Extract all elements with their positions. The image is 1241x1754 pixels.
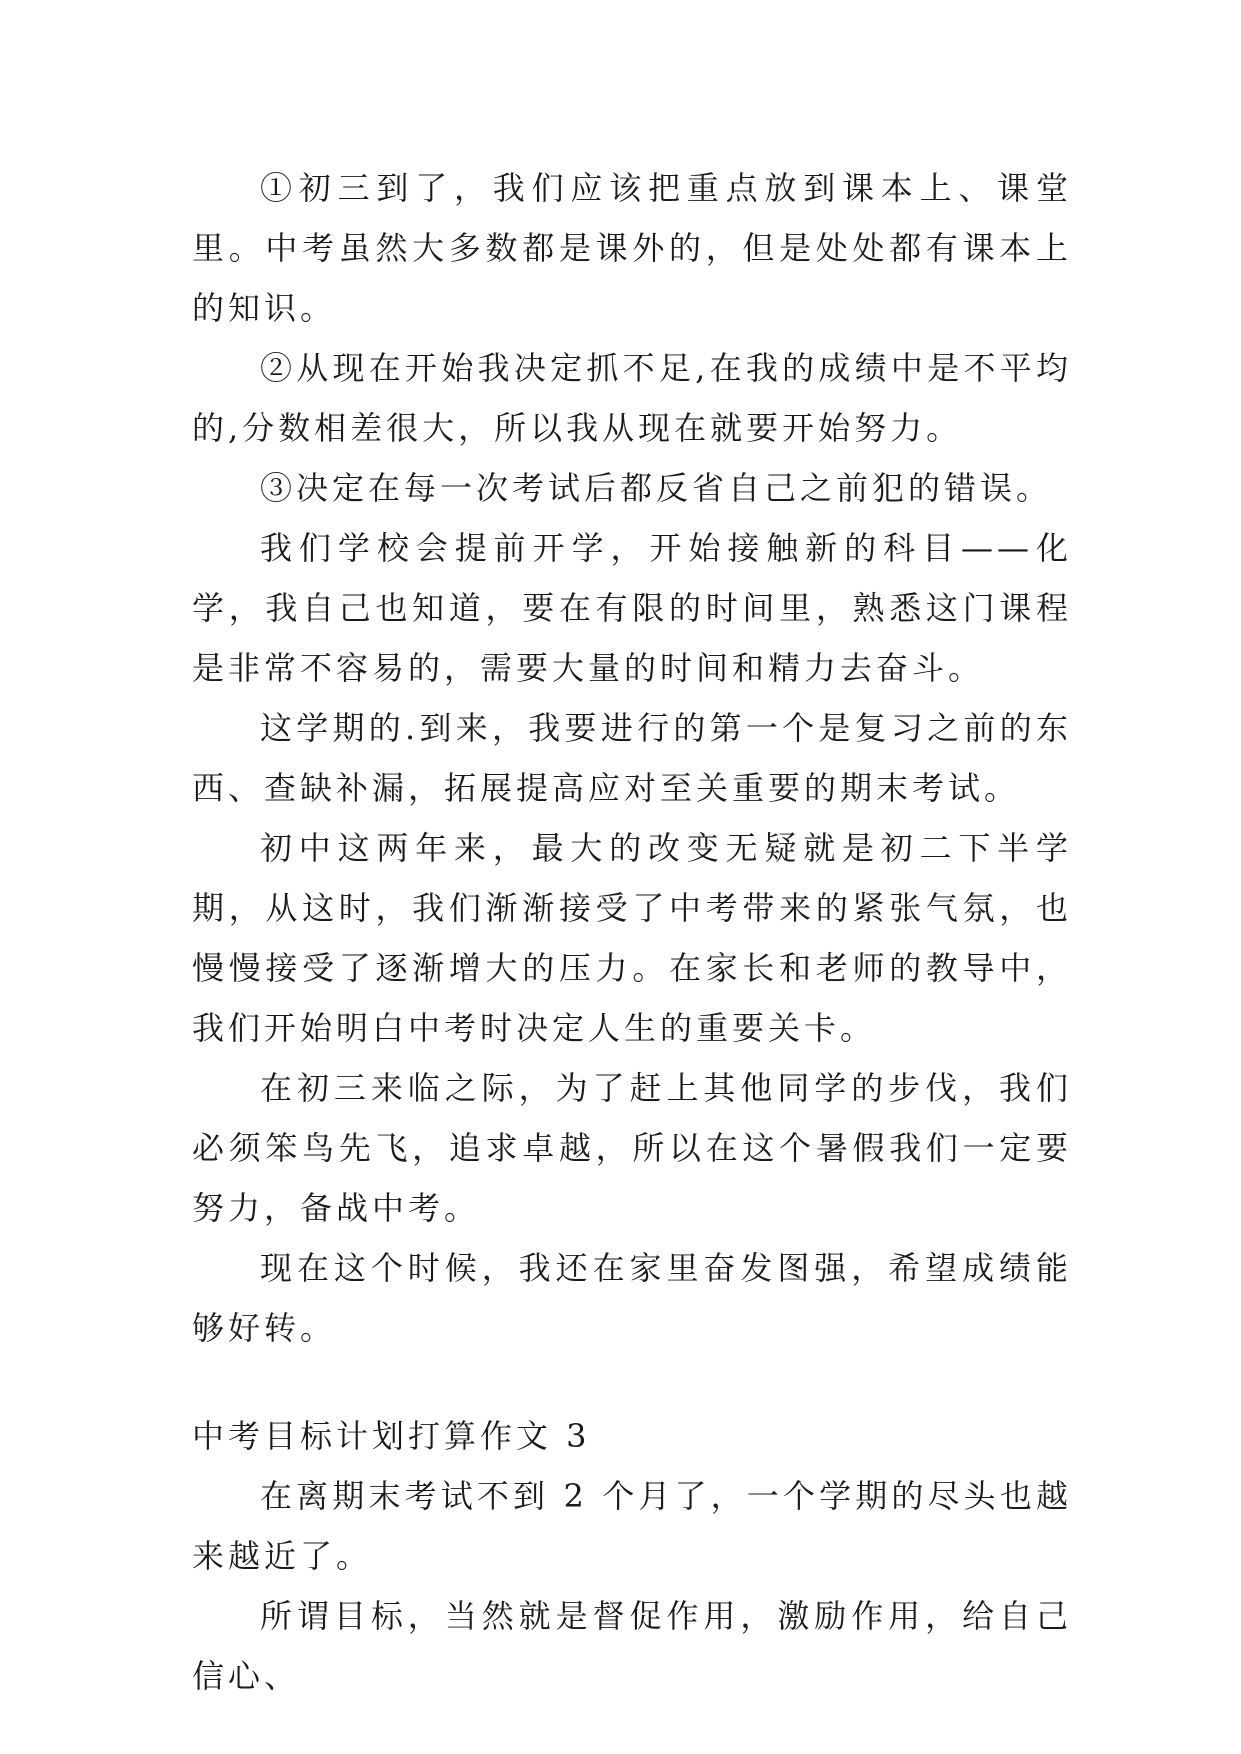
paragraph-9: 在离期末考试不到 2 个月了，一个学期的尽头也越来越近了。 — [192, 1477, 1072, 1575]
paragraph-6: 初中这两年来，最大的改变无疑就是初二下半学期，从这时，我们渐渐接受了中考带来的紧张气氛，也慢慢接受了逐渐增大的压力。在家长和老师的教导中，我们开始明白中考时决定人生的重要关卡。 — [192, 829, 1072, 1047]
document-body — [192, 158, 1072, 1706]
paragraph-8: 现在这个时候，我还在家里奋发图强，希望成绩能够好转。 — [192, 1249, 1072, 1347]
paragraph-4: 我们学校会提前开学，开始接触新的科目——化学，我自己也知道，要在有限的时间里，熟悉这门课程是非常不容易的，需要大量的时间和精力去奋斗。 — [192, 529, 1072, 687]
paragraph-5: 这学期的.到来，我要进行的第一个是复习之前的东西、查缺补漏，拓展提高应对至关重要的期末考试。 — [192, 709, 1072, 807]
section-heading: 中考目标计划打算作文 3 — [192, 1417, 591, 1455]
paragraph-7: 在初三来临之际，为了赶上其他同学的步伐，我们必须笨鸟先飞，追求卓越，所以在这个暑假我们一定要努力，备战中考。 — [192, 1069, 1072, 1227]
paragraph-2: ②从现在开始我决定抓不足,在我的成绩中是不平均的,分数相差很大，所以我从现在就要开始努力。 — [192, 349, 1072, 447]
paragraph-3: ③决定在每一次考试后都反省自己之前犯的错误。 — [260, 469, 1053, 507]
paragraph-10: 所谓目标，当然就是督促作用，激励作用，给自己信心、 — [192, 1597, 1072, 1695]
paragraph-1: ①初三到了，我们应该把重点放到课本上、课堂里。中考虽然大多数都是课外的，但是处处都有课本上的知识。 — [192, 169, 1072, 327]
